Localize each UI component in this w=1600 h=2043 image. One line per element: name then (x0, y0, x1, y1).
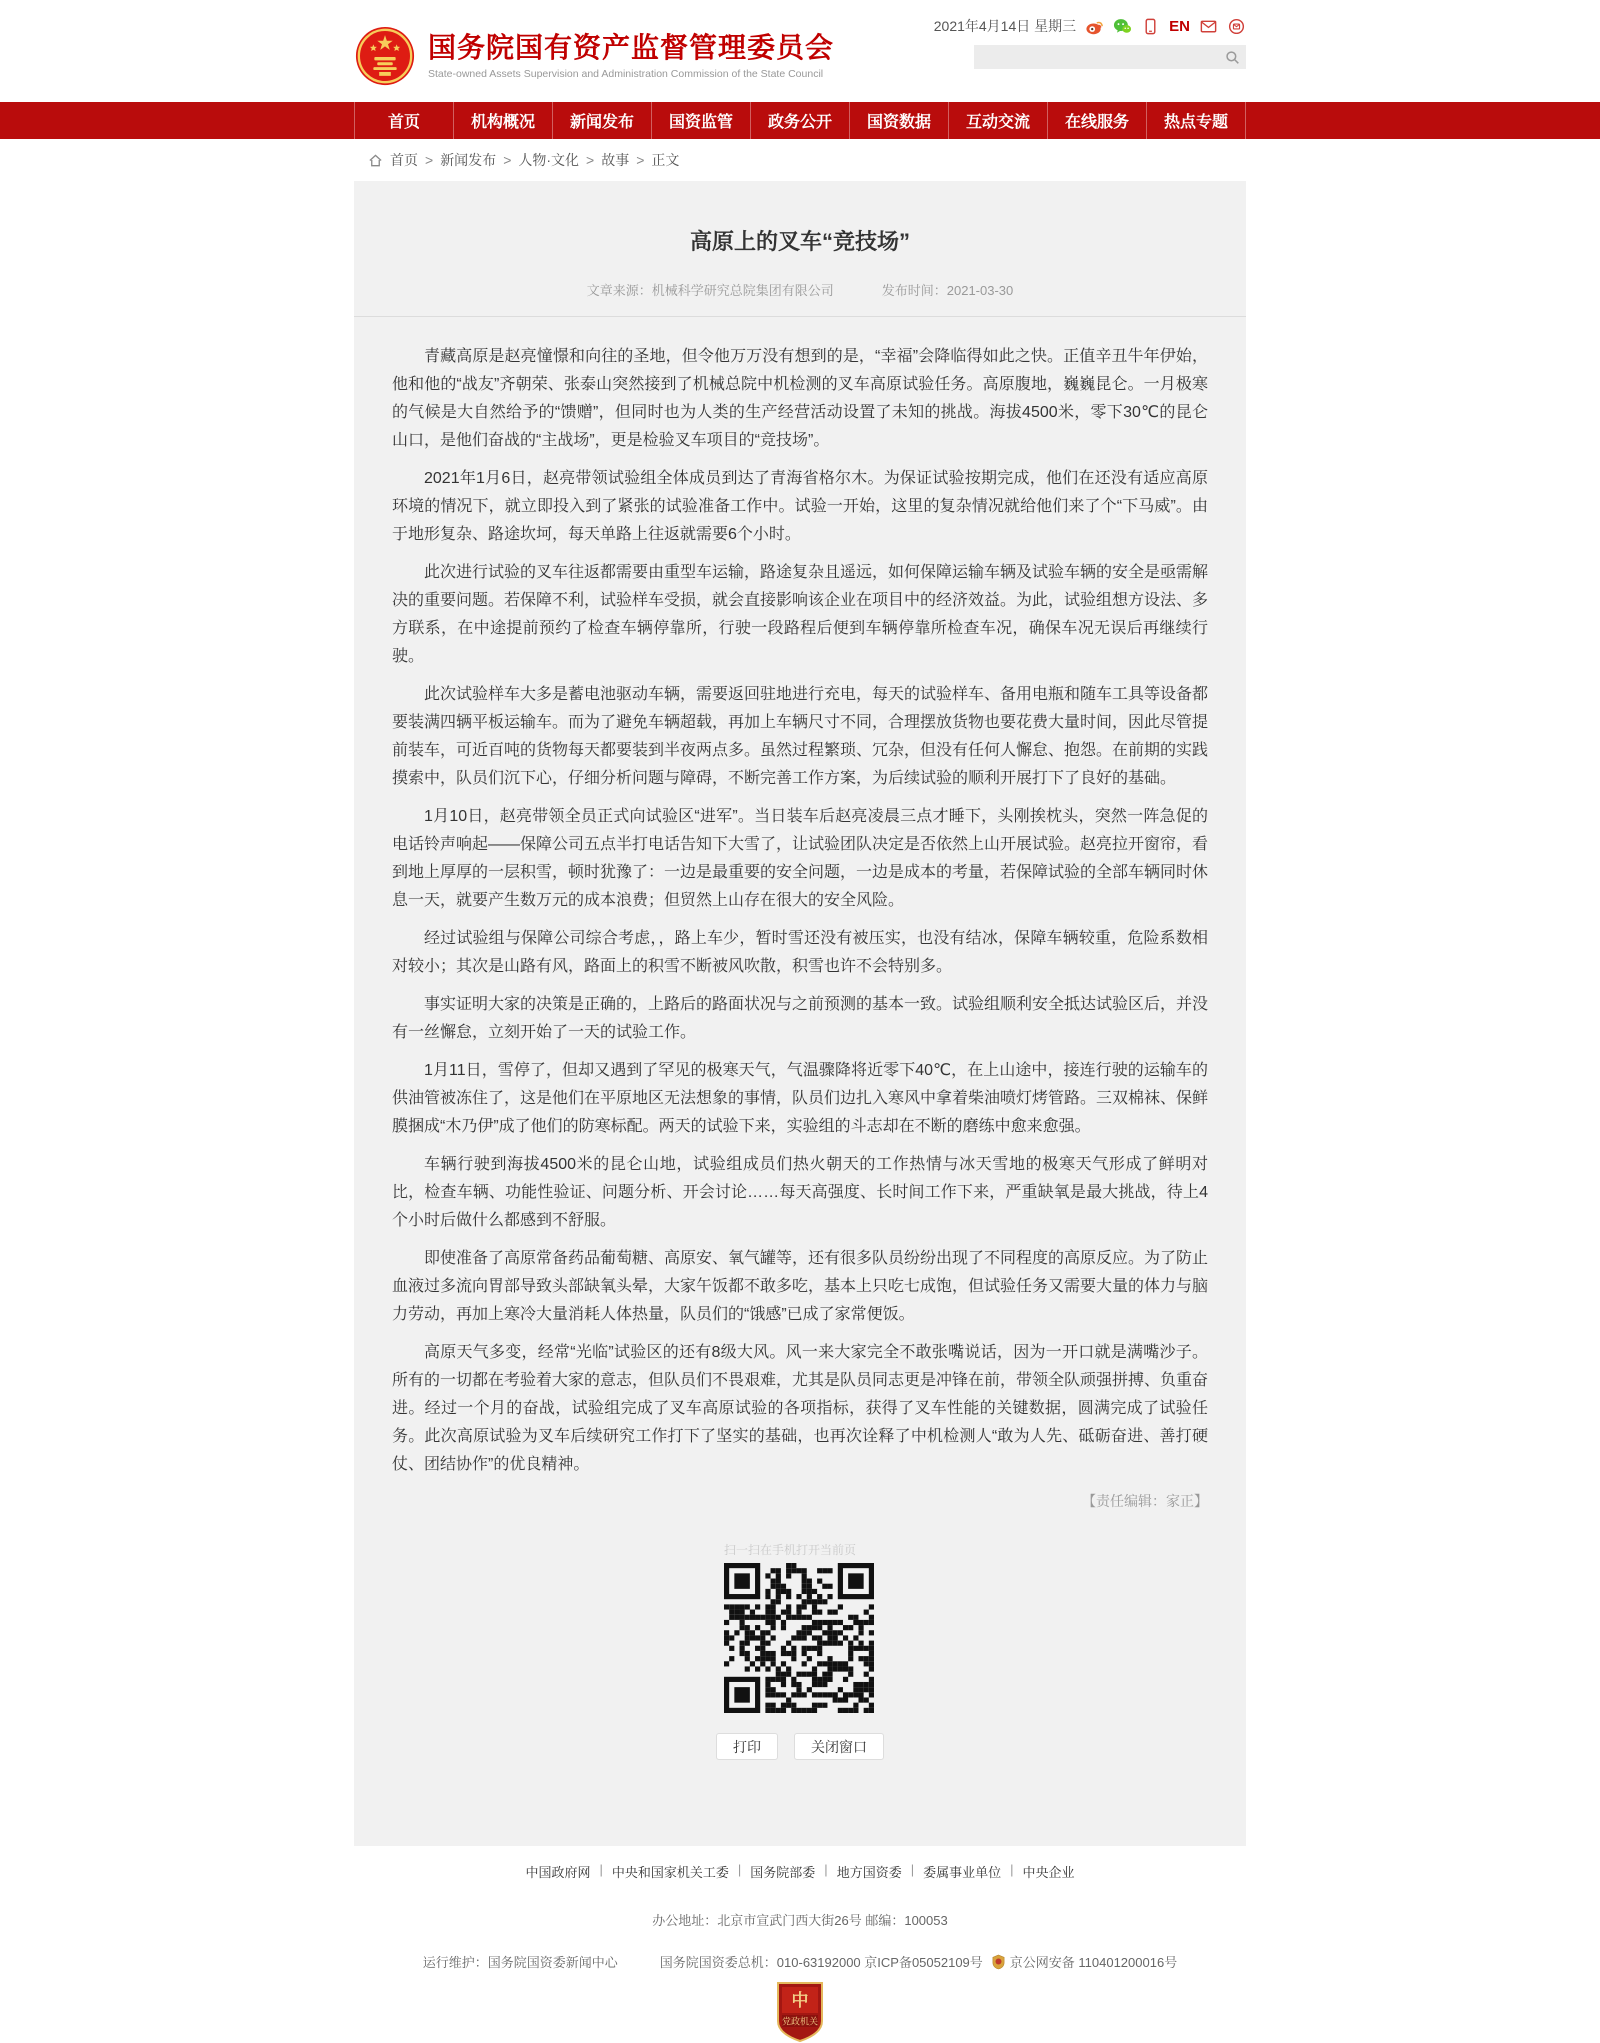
breadcrumb-current: 正文 (651, 152, 680, 168)
page-footer (0, 1846, 1600, 2043)
breadcrumb (354, 139, 1246, 181)
badge-text-slot: 党政机关 (781, 2017, 819, 2028)
site-subtitle: State-owned Assets Supervision and Administration Commission of the State Council (428, 68, 824, 81)
article-body (354, 317, 1246, 1479)
mail-icon[interactable] (1199, 17, 1218, 36)
search-icon (1225, 50, 1240, 65)
office-address: 办公地址：北京市宣武门西大街26号 邮编：100053 (652, 1913, 948, 1928)
article-source: 文章来源：机械科学研究总院集团有限公司 (586, 283, 834, 298)
nav-item-home[interactable]: 首页 (354, 102, 454, 139)
nav-item-interaction[interactable]: 互动交流 (949, 102, 1048, 139)
article-paragraph: 1月10日，赵亮带领全员正式向试验区“进军”。当日装车后赵亮凌晨三点才睡下，头刚挨枕头，突然一阵急促的电话铃声响起——保障公司五点半打电话告知下大雪了，让试验团队决定是否依然上山开展试验。赵亮拉开窗帘，看到地上厚厚的一层积雪，顿时犹豫了：一边是最重要的安全问题，一边是成本的考量，若保障试验的全部车辆同时休息一天，就要产生数万元的成本浪费；但贸然上山存在很大的安全风险。 (392, 808, 1209, 909)
breadcrumb-separator: > (636, 152, 645, 168)
search-input[interactable] (974, 45, 1219, 69)
close-window-button[interactable]: 关闭窗口 (794, 1733, 884, 1760)
article-paragraph: 经过试验组与保障公司综合考虑，，路上车少，暂时雪还没有被压实，也没有结冰，保障车辆较重，危险系数相对较小；其次是山路有风，路面上的积雪不断被风吹散，积雪也许不会特别多。 (392, 930, 1208, 975)
party-gov-badge-icon (776, 1981, 824, 2043)
beian-number: 京公网安备 110401200016号 (1009, 1955, 1178, 1970)
wechat-icon[interactable] (1113, 17, 1132, 36)
nav-item-services[interactable]: 在线服务 (1048, 102, 1147, 139)
breadcrumb-separator: > (586, 152, 595, 168)
footer-link-separator: | (1010, 1862, 1014, 1877)
article-paragraph: 2021年1月6日，赵亮带领试验组全体成员到达了青海省格尔木。为保证试验按期完成，他们在还没有适应高原环境的情况下，就立即投入到了紧张的试验准备工作中。试验一开始，这里的复杂情况就给他们来了个“下马威”。由于地形复杂、路途坎坷，每天单路上往返就需要6个小时。 (392, 470, 1208, 543)
national-emblem-icon (354, 25, 416, 87)
breadcrumb-story[interactable]: 故事 (601, 152, 630, 168)
article-paragraph: 1月11日，雪停了，但却又遇到了罕见的极寒天气，气温骤降将近零下40℃，在上山途中，接连行驶的运输车的供油管被冻住了，这是他们在平原地区无法想象的事情，队员们边扎入寒风中拿着柴油喷灯烤管路。三双棉袜、保鲜膜捆成“木乃伊”成了他们的防寒标配。两天的试验下来，实验组的斗志却在不断的磨练中愈来愈强。 (392, 1062, 1209, 1135)
site-title: 国务院国有资产监督管理委员会 (428, 31, 835, 63)
footer-link-separator: | (599, 1862, 603, 1877)
svg-text:中: 中 (791, 1991, 809, 2011)
message-icon[interactable] (1227, 17, 1246, 36)
nav-item-supervision[interactable]: 国资监管 (652, 102, 751, 139)
site-logo[interactable] (354, 10, 834, 102)
nav-item-hot-topics[interactable]: 热点专题 (1147, 102, 1246, 139)
nav-item-about[interactable]: 机构概况 (454, 102, 553, 139)
footer-link-separator: | (737, 1862, 742, 1877)
footer-link-central-organs[interactable]: 中央和国家机关工委 (611, 1865, 729, 1880)
footer-link-local-sasac[interactable]: 地方国资委 (836, 1865, 902, 1880)
english-version-link[interactable]: EN (1169, 17, 1190, 35)
article-paragraph: 青藏高原是赵亮憧憬和向往的圣地，但令他万万没有想到的是，“幸福”会降临得如此之快。正值辛丑牛年伊始，他和他的“战友”齐朝荣、张泰山突然接到了机械总院中机检测的叉车高原试验任务。高原腹地，巍巍昆仑。一月极寒的气候是大自然给予的“馈赠”，但同时也为人类的生产经营活动设置了未知的挑战。海拔4500米，零下30℃的昆仑山口，是他们奋战的“主战场”，更是检验叉车项目的“竞技场”。 (392, 348, 1208, 449)
home-icon[interactable] (368, 153, 383, 168)
article-paragraph: 此次试验样车大多是蓄电池驱动车辆，需要返回驻地进行充电，每天的试验样车、备用电瓶和随车工具等设备都要装满四辆平板运输车。而为了避免车辆超载，再加上车辆尺寸不同，合理摆放货物也要花费大量时间，因此尽管提前装车，可近百吨的货物每天都要装到半夜两点多。虽然过程繁琐、冗杂，但没有任何人懈怠、抱怨。在前期的实践摸索中，队员们沉下心，仔细分析问题与障碍，不断完善工作方案，为后续试验的顺利开展打下了良好的基础。 (392, 686, 1209, 787)
breadcrumb-separator: > (503, 152, 512, 168)
site-header (354, 0, 1246, 102)
article-paragraph: 事实证明大家的决策是正确的，上路后的路面状况与之前预测的基本一致。试验组顺利安全抵达试验区后，并没有一丝懈怠，立刻开始了一天的试验工作。 (392, 996, 1209, 1041)
breadcrumb-separator: > (425, 152, 434, 168)
switchboard-icp-text: 国务院国资委总机：010-63192000 京ICP备05052109号 (659, 1955, 983, 1970)
footer-link-ministries[interactable]: 国务院部委 (750, 1865, 816, 1880)
current-date: 2021年4月14日 星期三 (933, 18, 1077, 34)
beian-badge-icon (991, 1954, 1006, 1970)
article-paragraph: 车辆行驶到海拔4500米的昆仑山地，试验组成员们热火朝天的工作热情与冰天雪地的极寒天气形成了鲜明对比，检查车辆、功能性验证、问题分析、开会讨论……每天高强度、长时间工作下来，严重缺氧是最大挑战，待上4个小时后做什么都感到不舒服。 (392, 1156, 1208, 1229)
article-panel (354, 181, 1246, 1846)
search-box (974, 45, 1246, 69)
footer-link-separator: | (910, 1862, 915, 1877)
footer-link-institutions[interactable]: 委属事业单位 (923, 1865, 1002, 1880)
breadcrumb-news[interactable]: 新闻发布 (440, 152, 497, 168)
editor-credit: 【责任编辑：家正】 (1082, 1493, 1208, 1509)
beian-link[interactable] (991, 1952, 1177, 1971)
qr-code (724, 1563, 876, 1713)
weibo-icon[interactable] (1085, 17, 1104, 36)
article-paragraph: 即使准备了高原常备药品葡萄糖、高原安、氧气罐等，还有很多队员纷纷出现了不同程度的高原反应。为了防止血液过多流向胃部导致头部缺氧头晕，大家午饭都不敢多吃，基本上只吃七成饱，但试验任务又需要大量的体力与脑力劳动，再加上寒冷大量消耗人体热量，队员们的“饿感”已成了家常便饭。 (392, 1250, 1209, 1323)
article-title: 高原上的叉车“竞技场” (689, 229, 910, 254)
search-button[interactable] (1219, 50, 1246, 65)
article-pubtime: 发布时间：2021-03-30 (881, 283, 1014, 298)
breadcrumb-home[interactable]: 首页 (390, 152, 418, 168)
maintainer-text: 运行维护：国务院国资委新闻中心 (422, 1955, 618, 1970)
article-paragraph: 此次进行试验的叉车往返都需要由重型车运输，路途复杂且遥远，如何保障运输车辆及试验车辆的安全是亟需解决的重要问题。若保障不利，试验样车受损，就会直接影响该企业在项目中的经济效益。为此，试验组想方设法、多方联系，在中途提前预约了检查车辆停靠所，行驶一段路程后便到车辆停靠所检查车况，确保车况无误后再继续行驶。 (392, 564, 1209, 665)
qr-caption: 扫一扫在手机打开当前页 (724, 1543, 857, 1557)
breadcrumb-people-culture[interactable]: 人物·文化 (518, 152, 580, 168)
nav-item-gov-affairs[interactable]: 政务公开 (751, 102, 850, 139)
footer-link-central-enterprises[interactable]: 中央企业 (1022, 1865, 1075, 1880)
mobile-icon[interactable] (1141, 17, 1160, 36)
footer-link-gov[interactable]: 中国政府网 (525, 1865, 591, 1880)
print-button[interactable]: 打印 (716, 1733, 778, 1760)
main-navbar (0, 102, 1600, 139)
nav-item-data[interactable]: 国资数据 (850, 102, 949, 139)
article-paragraph: 高原天气多变，经常“光临”试验区的还有8级大风。风一来大家完全不敢张嘴说话，因为一开口就是满嘴沙子。所有的一切都在考验着大家的意志，但队员们不畏艰难，尤其是队员同志更是冲锋在前，带领全队顽强拼搏、负重奋进。经过一个月的奋战，试验组完成了叉车高原试验的各项指标，获得了叉车性能的关键数据，圆满完成了试验任务。此次高原试验为叉车后续研究工作打下了坚实的基础，也再次诠释了中机检测人“敢为人先、砥砺奋进、善打硬仗、团结协作”的优良精神。 (392, 1344, 1209, 1473)
nav-item-news[interactable]: 新闻发布 (553, 102, 652, 139)
footer-link-separator: | (824, 1862, 828, 1877)
